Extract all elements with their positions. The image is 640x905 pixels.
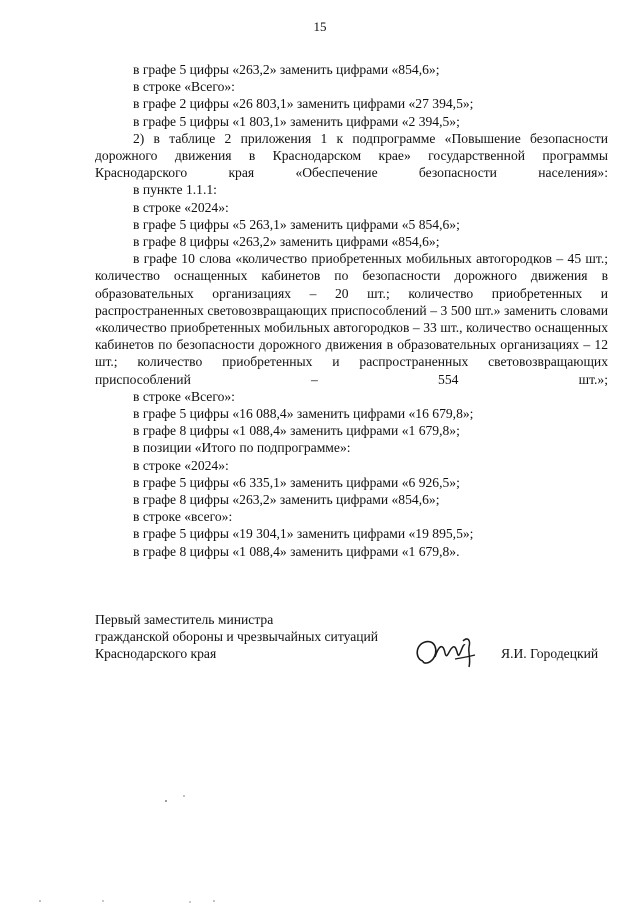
amendment-paragraph: 2) в таблице 2 приложения 1 к подпрограмме «Повышение безопасности дорожного движения в Краснодарском крае» государственной программы Краснодарского края «Обеспечение безопасности населения»: (95, 130, 608, 181)
amendment-line: в графе 5 цифры «16 088,4» заменить цифрами «16 679,8»; (133, 406, 474, 422)
handwritten-signature (411, 631, 485, 675)
signatory-title-line: Первый заместитель министра (95, 612, 274, 627)
signatory-name: Я.И. Городецкий (501, 646, 599, 661)
signature-block (95, 611, 615, 671)
signatory-title-line: Краснодарского края (95, 646, 217, 662)
signatory-title (95, 611, 378, 663)
document-body (95, 61, 608, 560)
amendment-line: в графе 5 цифры «263,2» заменить цифрами «854,6»; (133, 62, 440, 77)
amendment-line: в графе 2 цифры «26 803,1» заменить цифрами «27 394,5»; (133, 96, 474, 112)
signatory-title-line: гражданской обороны и чрезвычайных ситуаций (95, 629, 379, 645)
amendment-line: в строке «2024»: (133, 199, 229, 215)
amendment-line: в графе 5 цифры «5 263,1» заменить цифрами «5 854,6»; (133, 216, 460, 232)
amendment-line: в позиции «Итого по подпрограмме»: (133, 440, 351, 456)
amendment-line: в графе 5 цифры «1 803,1» заменить цифрами «2 394,5»; (133, 113, 460, 129)
amendment-line: в графе 8 цифры «1 088,4» заменить цифрами «1 679,8». (133, 543, 460, 559)
amendment-line: в строке «Всего»: (133, 79, 235, 95)
amendment-line: в графе 8 цифры «1 088,4» заменить цифрами «1 679,8»; (133, 423, 460, 439)
amendment-line: в графе 8 цифры «263,2» заменить цифрами «854,6»; (133, 234, 440, 250)
amendment-line: в графе 8 цифры «263,2» заменить цифрами «854,6»; (133, 492, 440, 508)
amendment-line: в графе 5 цифры «19 304,1» заменить цифрами «19 895,5»; (133, 526, 474, 542)
amendment-line: в строке «2024»: (133, 457, 229, 473)
amendment-line: в пункте 1.1.1: (133, 182, 217, 198)
page-number: 15 (313, 19, 327, 34)
amendment-line: в графе 5 цифры «6 335,1» заменить цифрами «6 926,5»; (133, 474, 460, 490)
amendment-line: в строке «Всего»: (133, 388, 235, 404)
amendment-line: в строке «всего»: (133, 509, 233, 525)
amendment-paragraph: в графе 10 слова «количество приобретенных мобильных автогородков – 45 шт.; количество оснащенных кабинетов по безопасности дорожного движения в образовательных организациях – 20 шт.; количество приобретенных и распространенных световозвращающих приспособлений – 3 500 шт.» заменить словами «количество приобретенных мобильных автогородков – 33 шт., количество оснащенных кабинетов по безопасности дорожного движения в образовательных организациях – 12 шт.; количество приобретенных и распространенных световозвращающих приспособлений – 554 шт.»; (95, 251, 608, 387)
